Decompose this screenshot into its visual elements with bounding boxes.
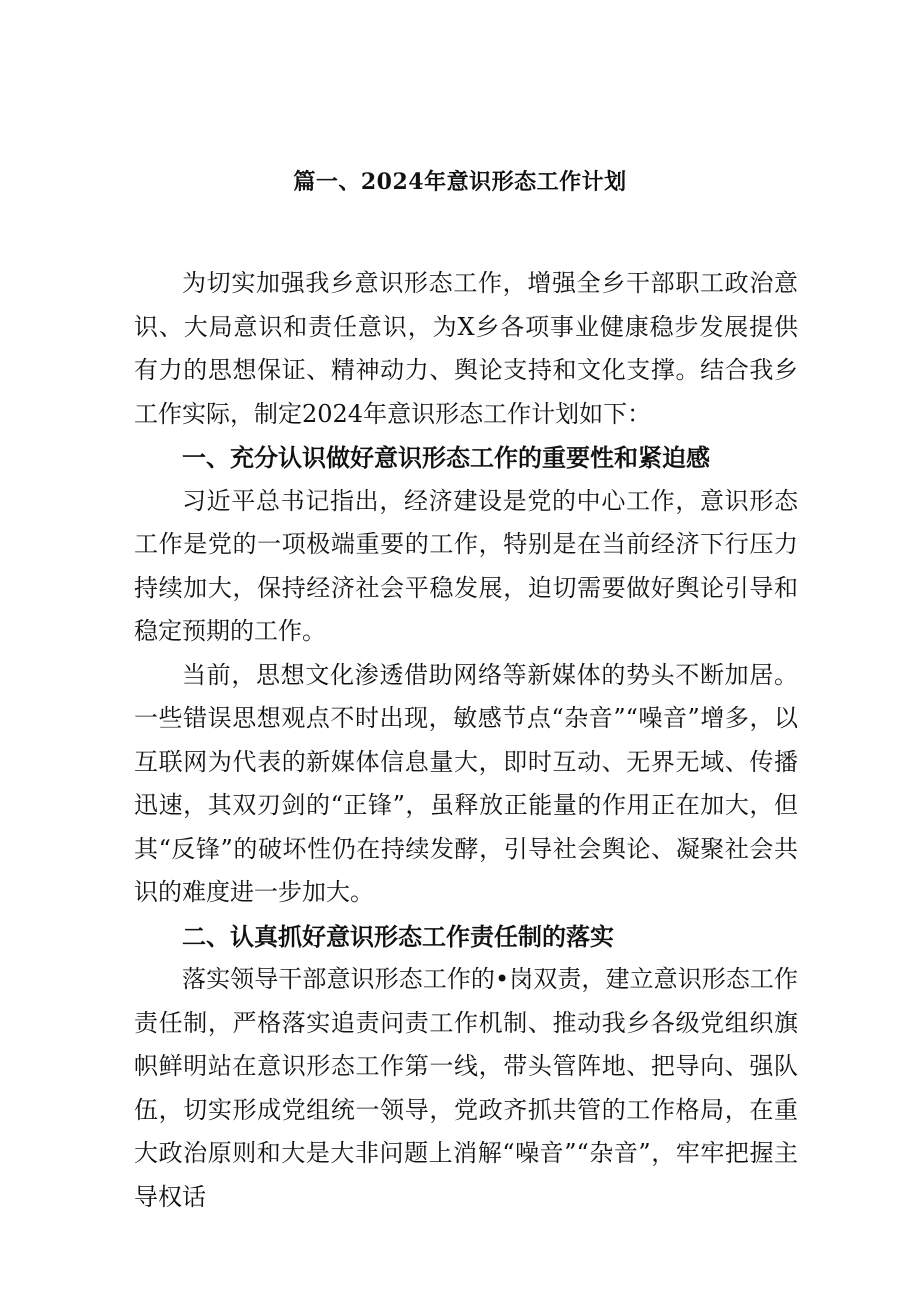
section-2-paragraph-1: 落实领导干部意识形态工作的•岗双责，建立意识形态工作责任制，严格落实追责问责工作机制、推动我乡各级党组织旗帜鲜明站在意识形态工作第一线，带头管阵地、把导向、强队伍，切实形成党组统一领导，党政齐抓共管的工作格局，在重大政治原则和大是大非问题上消解“噪音”“杂音”，牢牢把握主导权话 (134, 965, 798, 1211)
section-heading-2: 二、认真抓好意识形态工作责任制的落实 (182, 921, 614, 951)
intro-paragraph: 为切实加强我乡意识形态工作，增强全乡干部职工政治意识、大局意识和责任意识，为X乡各项事业健康稳步发展提供有力的思想保证、精神动力、舆论支持和文化支撑。结合我乡工作实际，制定2024年意识形态工作计划如下： (134, 269, 798, 428)
section-1-paragraph-1: 习近平总书记指出，经济建设是党的中心工作，意识形态工作是党的一项极端重要的工作，特别是在当前经济下行压力持续加大，保持经济社会平稳发展，迫切需要做好舆论引导和稳定预期的工作。 (134, 486, 798, 645)
section-1-paragraph-2: 当前，思想文化渗透借助网络等新媒体的势头不断加居。一些错误思想观点不时出现，敏感节点“杂音”“噪音”增多，以互联网为代表的新媒体信息量大，即时互动、无界无域、传播迅速，其双刃剑的“正锋”，虽释放正能量的作用正在加大，但其“反锋”的破坏性仍在持续发酵，引导社会舆论、凝聚社会共识的难度进一步加大。 (134, 660, 798, 906)
document-title: 篇一、2024年意识形态工作计划 (293, 169, 627, 195)
document-body (134, 262, 798, 1219)
section-heading-1: 一、充分认识做好意识形态工作的重要性和紧迫感 (182, 443, 710, 472)
